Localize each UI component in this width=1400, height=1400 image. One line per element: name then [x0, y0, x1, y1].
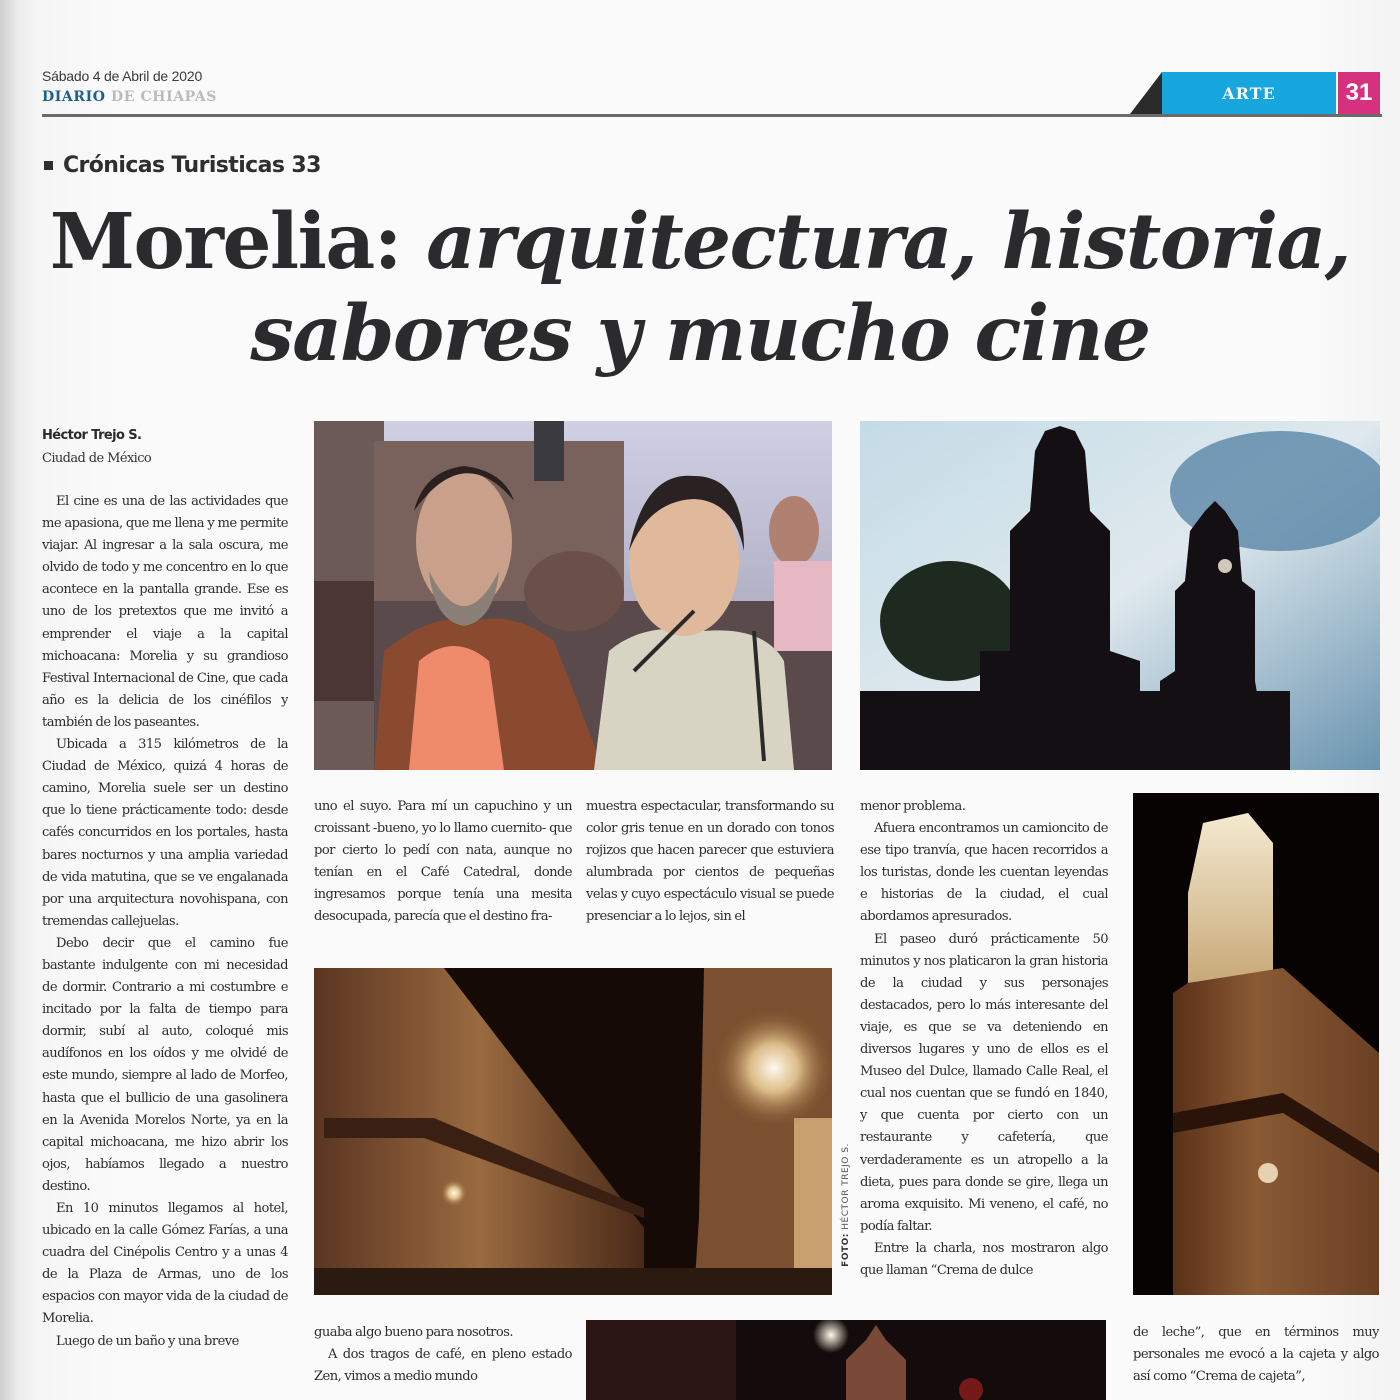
paragraph: uno el suyo. Para mí un capuchino y un croissant -bueno, yo lo llamo cuernito- que por cierto lo pedí con nata, aunque no tenían en el Café Catedral, donde ingresamos porque tenía una mesita desocupada, parecía que el destino fra-: [314, 799, 572, 925]
headline-roman: Morelia:: [49, 197, 401, 287]
newspaper-brand[interactable]: [42, 89, 217, 105]
paragraph: Entre la charla, nos mostraron algo que llaman “Crema de dulce: [860, 1240, 1108, 1278]
photo-credit-label: FOTO:: [841, 1233, 851, 1267]
article-column-3: [860, 796, 1108, 1306]
photo-credit-name: HÉCTOR TREJO S.: [841, 1143, 851, 1230]
photo-night-cathedral-image: [586, 1320, 1106, 1400]
photo-actor-and-author-image: [314, 421, 832, 770]
headline: [0, 196, 1400, 380]
paragraph: muestra espectacular, transformando su color gris tenue en un dorado con tonos rojizos que hacen parecer que estuviera alumbrada por cientos de pequeñas velas y cuyo espectáculo visual se puede presenciar a lo lejos, sin el: [586, 799, 834, 925]
paragraph: A dos tragos de café, en pleno estado Zen, vimos a medio mundo: [314, 1347, 572, 1385]
square-bullet-icon: [44, 161, 53, 170]
headline-line-2: sabores y mucho cine: [250, 289, 1150, 379]
brand-diario: DIARIO: [42, 89, 106, 105]
kicker: [44, 153, 321, 178]
article-column-2c: [314, 1322, 572, 1400]
photo-night-street-image: [314, 968, 832, 1295]
paragraph: Afuera encontramos un camioncito de ese tipo tranvía, que hacen recorridos a los turistas, donde les cuentan leyendas e historias de la ciudad, el cual abordamos apresurados.: [860, 821, 1108, 925]
photo-illuminated-tower-image: [1133, 793, 1379, 1295]
page-number: 31: [1338, 72, 1380, 114]
photo-night-cathedral[interactable]: [586, 1320, 1106, 1400]
brand-de-chiapas: DE CHIAPAS: [111, 89, 217, 105]
section-label[interactable]: ARTE: [1162, 72, 1336, 114]
photo-actor-and-author[interactable]: [314, 421, 832, 770]
article-column-1: [42, 491, 288, 1400]
paragraph: guaba algo bueno para nosotros.: [314, 1325, 514, 1340]
article-column-4: [1133, 1322, 1379, 1400]
headline-line-1: [0, 196, 1400, 288]
section-tab-wedge: [1130, 72, 1162, 114]
paragraph: En 10 minutos llegamos al hotel, ubicado en la calle Gómez Farías, a una cuadra del Cinépolis Centro y a unas 4 de la Plaza de Armas, uno de los espacios con mayor vida de la ciudad de Morelia.: [42, 1201, 288, 1327]
paragraph: de leche”, que en términos muy personales me evocó a la cajeta y algo así como “Crema de cajeta”,: [1133, 1325, 1379, 1385]
header-rule: [42, 114, 1382, 117]
photo-cathedral-silhouette[interactable]: [860, 421, 1380, 770]
article-column-2b: [586, 796, 834, 956]
kicker-text: Crónicas Turisticas 33: [63, 153, 321, 178]
photo-night-street[interactable]: [314, 968, 832, 1295]
paragraph: Ubicada a 315 kilómetros de la Ciudad de México, quizá 4 horas de camino, Morelia suele ser un destino que lo tiene prácticamente todo: desde cafés concurridos en los portales, hasta bares nocturnos y una amplia variedad de vida matutina, que se ve engalanada por una arquitectura novohispana, con tremendas callejuelas.: [42, 737, 288, 929]
paragraph: El cine es una de las actividades que me apasiona, que me llena y me permite viajar. Al ingresar a la sala oscura, me olvido de todo y me concentro en lo que acontece en la pantalla grande. Ese es uno de los pretextos que me invitó a emprender el viaje a la capital michoacana: Morelia y su grandioso Festival Internacional de Cine, que cada año es la delicia de los cinéfilos y también de los paseantes.: [42, 494, 288, 730]
paragraph: El paseo duró prácticamente 50 minutos y nos platicaron la gran historia de la ciudad y sus personajes destacados, pero lo más interesante del viaje, es que se va deteniendo en diversos lugares y uno de ellos es el Museo del Dulce, llamado Calle Real, el cual nos cuentan que se fundó en 1840, y que cuenta por cierto con un restaurante y cafetería, que verdaderamente es un atropello a la dieta, pues para donde se gire, llega un aroma exquisito. Mi veneno, el café, no podía faltar.: [860, 931, 1108, 1234]
paragraph: Debo decir que el camino fue bastante indulgente con mi necesidad de dormir. Contrario a mi costumbre e incitado por la falta de tiempo para dormir, subí al auto, coloqué mis audífonos en los oídos y me olvidé de este mundo, siempre al lado de Morfeo, hasta que el bullicio de una gasolinera en la Avenida Morelos Norte, ya en la capital michoacana, me hizo abrir los ojos, habíamos llegado a nuestro destino.: [42, 935, 288, 1194]
paragraph: Luego de un baño y una breve: [56, 1333, 239, 1349]
photo-illuminated-tower[interactable]: [1133, 793, 1379, 1295]
author-name: Héctor Trejo S.: [42, 428, 142, 443]
dateline: Ciudad de México: [42, 451, 152, 466]
headline-italic-1: arquitectura, historia,: [426, 197, 1351, 287]
article-column-2a: [314, 796, 572, 956]
photo-cathedral-silhouette-image: [860, 421, 1380, 770]
photo-credit: [836, 1110, 856, 1300]
issue-date: Sábado 4 de Abril de 2020: [42, 68, 203, 84]
paragraph: menor problema.: [860, 799, 966, 814]
